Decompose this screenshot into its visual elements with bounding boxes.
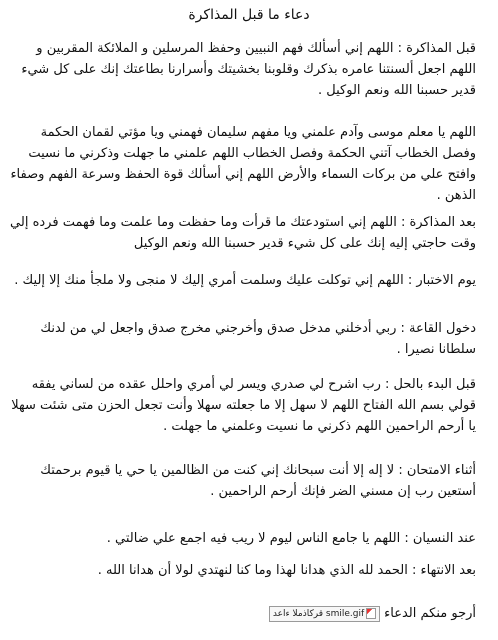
smile-image-placeholder	[269, 606, 380, 622]
dua-teacher-of-moses: اللهم يا معلم موسى وآدم علمني ويا مفهم سليمان فهمني ويا مؤتي لقمان الحكمة وفصل الخطاب آتني الحكمة وفصل الخطاب اللهم علمني ما جهلت وذكرني ما نسيت وافتح علي من بركات السماء والأرض اللهم إني أسألك قوة الحفظ وسرعة الفهم وصفاء الذهن .	[10, 125, 476, 203]
dua-before-solving: قبل البدء بالحل : رب اشرح لي صدري ويسر لي أمري واحلل عقده من لساني يفقه قولي بسم الله الفتاح اللهم لا سهل إلا ما جعلته سهلا وأنت تجعل الحزن متى شئت سهلا يا أرحم الراحمين اللهم ذكرني ما نسيت وعلمني ما جهلت .	[11, 377, 476, 434]
dua-entering-hall: دخول القاعة : ربي أدخلني مدخل صدق وأخرجني مخرج صدق واجعل لي من لدنك سلطانا نصيرا .	[40, 321, 476, 357]
dua-during-exam: أثناء الامتحان : لا إله إلا أنت سبحانك إني كنت من الظالمين يا حي يا قيوم برحمتك أستعين رب إن مسني الضر فإنك أرحم الراحمين .	[40, 463, 476, 499]
dua-exam-day: يوم الاختبار : اللهم إني توكلت عليك وسلمت أمري إليك لا منجى ولا ملجأ منك إلا إليك .	[14, 273, 476, 288]
dua-after-finishing: بعد الانتهاء : الحمد لله الذي هدانا لهذا وما كنا لنهتدي لولا أن هدانا الله .	[97, 563, 476, 578]
dua-forgetting: عند النسيان : اللهم يا جامع الناس ليوم لا ريب فيه اجمع علي ضالتي .	[106, 531, 476, 546]
page-title: دعاء ما قبل المذاكرة	[188, 7, 310, 23]
smile-image-label: smile.gif قركاذملا ءاعد	[272, 609, 365, 619]
footer	[269, 604, 476, 624]
dua-after-study: بعد المذاكرة : اللهم إني استودعتك ما قرأت وما حفظت وما علمت وما فهمت فرده إلي وقت حاجتي إليه إنك على كل شيء قدير حسبنا الله ونعم الوكيل	[10, 215, 476, 251]
dua-before-study: قبل المذاكرة : اللهم إني أسألك فهم النبيين وحفظ المرسلين و الملائكة المقربين و اللهم اجعل ألسنتنا عامره بذكرك وقلوبنا بخشيتك وأسرارنا بطاعتك إنك على كل شيء قدير حسبنا الله ونعم الوكيل .	[21, 41, 476, 98]
footer-text: أرجو منكم الدعاء	[384, 606, 476, 621]
broken-image-icon	[366, 608, 376, 619]
